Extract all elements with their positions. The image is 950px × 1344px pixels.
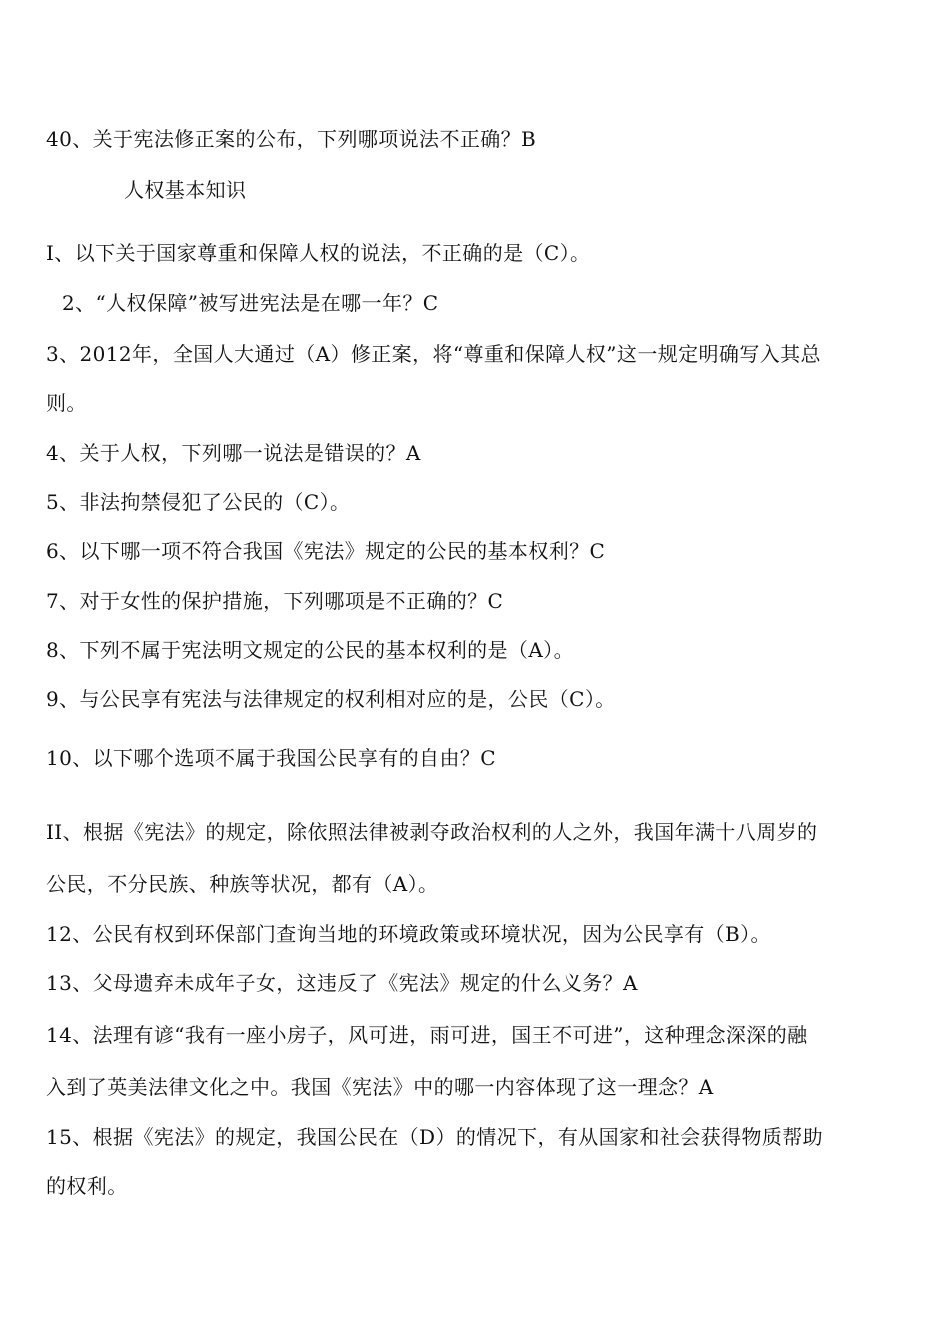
question-6: 6、以下哪一项不符合我国《宪法》规定的公民的基本权利？C bbox=[46, 539, 606, 563]
question-14-continuation: 入到了英美法律文化之中。我国《宪法》中的哪一内容体现了这一理念？A bbox=[46, 1075, 714, 1099]
question-8: 8、下列不属于宪法明文规定的公民的基本权利的是（A）。 bbox=[46, 638, 574, 662]
question-15: 15、根据《宪法》的规定，我国公民在（D）的情况下，有从国家和社会获得物质帮助 bbox=[46, 1125, 824, 1149]
question-5: 5、非法拘禁侵犯了公民的（C）。 bbox=[46, 490, 351, 514]
question-9: 9、与公民享有宪法与法律规定的权利相对应的是，公民（C）。 bbox=[46, 687, 616, 711]
question-13: 13、父母遗弃未成年子女，这违反了《宪法》规定的什么义务？A bbox=[46, 971, 638, 995]
question-40: 40、关于宪法修正案的公布，下列哪项说法不正确？B bbox=[46, 127, 537, 151]
question-7: 7、对于女性的保护措施，下列哪项是不正确的？C bbox=[46, 589, 504, 613]
question-11: II、根据《宪法》的规定，除依照法律被剥夺政治权利的人之外，我国年满十八周岁的 bbox=[46, 820, 818, 844]
question-3: 3、2012年，全国人大通过（A）修正案，将“尊重和保障人权”这一规定明确写入其总 bbox=[46, 342, 821, 366]
section-heading: 人权基本知识 bbox=[124, 178, 247, 202]
question-15-continuation: 的权利。 bbox=[46, 1174, 128, 1198]
question-11-continuation: 公民，不分民族、种族等状况，都有（A）。 bbox=[46, 872, 439, 896]
question-3-continuation: 则。 bbox=[46, 391, 87, 415]
question-10: 10、以下哪个选项不属于我国公民享有的自由？C bbox=[46, 746, 496, 770]
question-4: 4、关于人权，下列哪一说法是错误的？A bbox=[46, 441, 421, 465]
question-12: 12、公民有权到环保部门查询当地的环境政策或环境状况，因为公民享有（B）。 bbox=[46, 922, 771, 946]
question-1: I、以下关于国家尊重和保障人权的说法，不正确的是（C）。 bbox=[46, 241, 591, 265]
question-14: 14、法理有谚“我有一座小房子，风可进，雨可进，国王不可进”，这种理念深深的融 bbox=[46, 1023, 808, 1047]
question-2: 2、“人权保障”被写进宪法是在哪一年？C bbox=[62, 291, 439, 315]
